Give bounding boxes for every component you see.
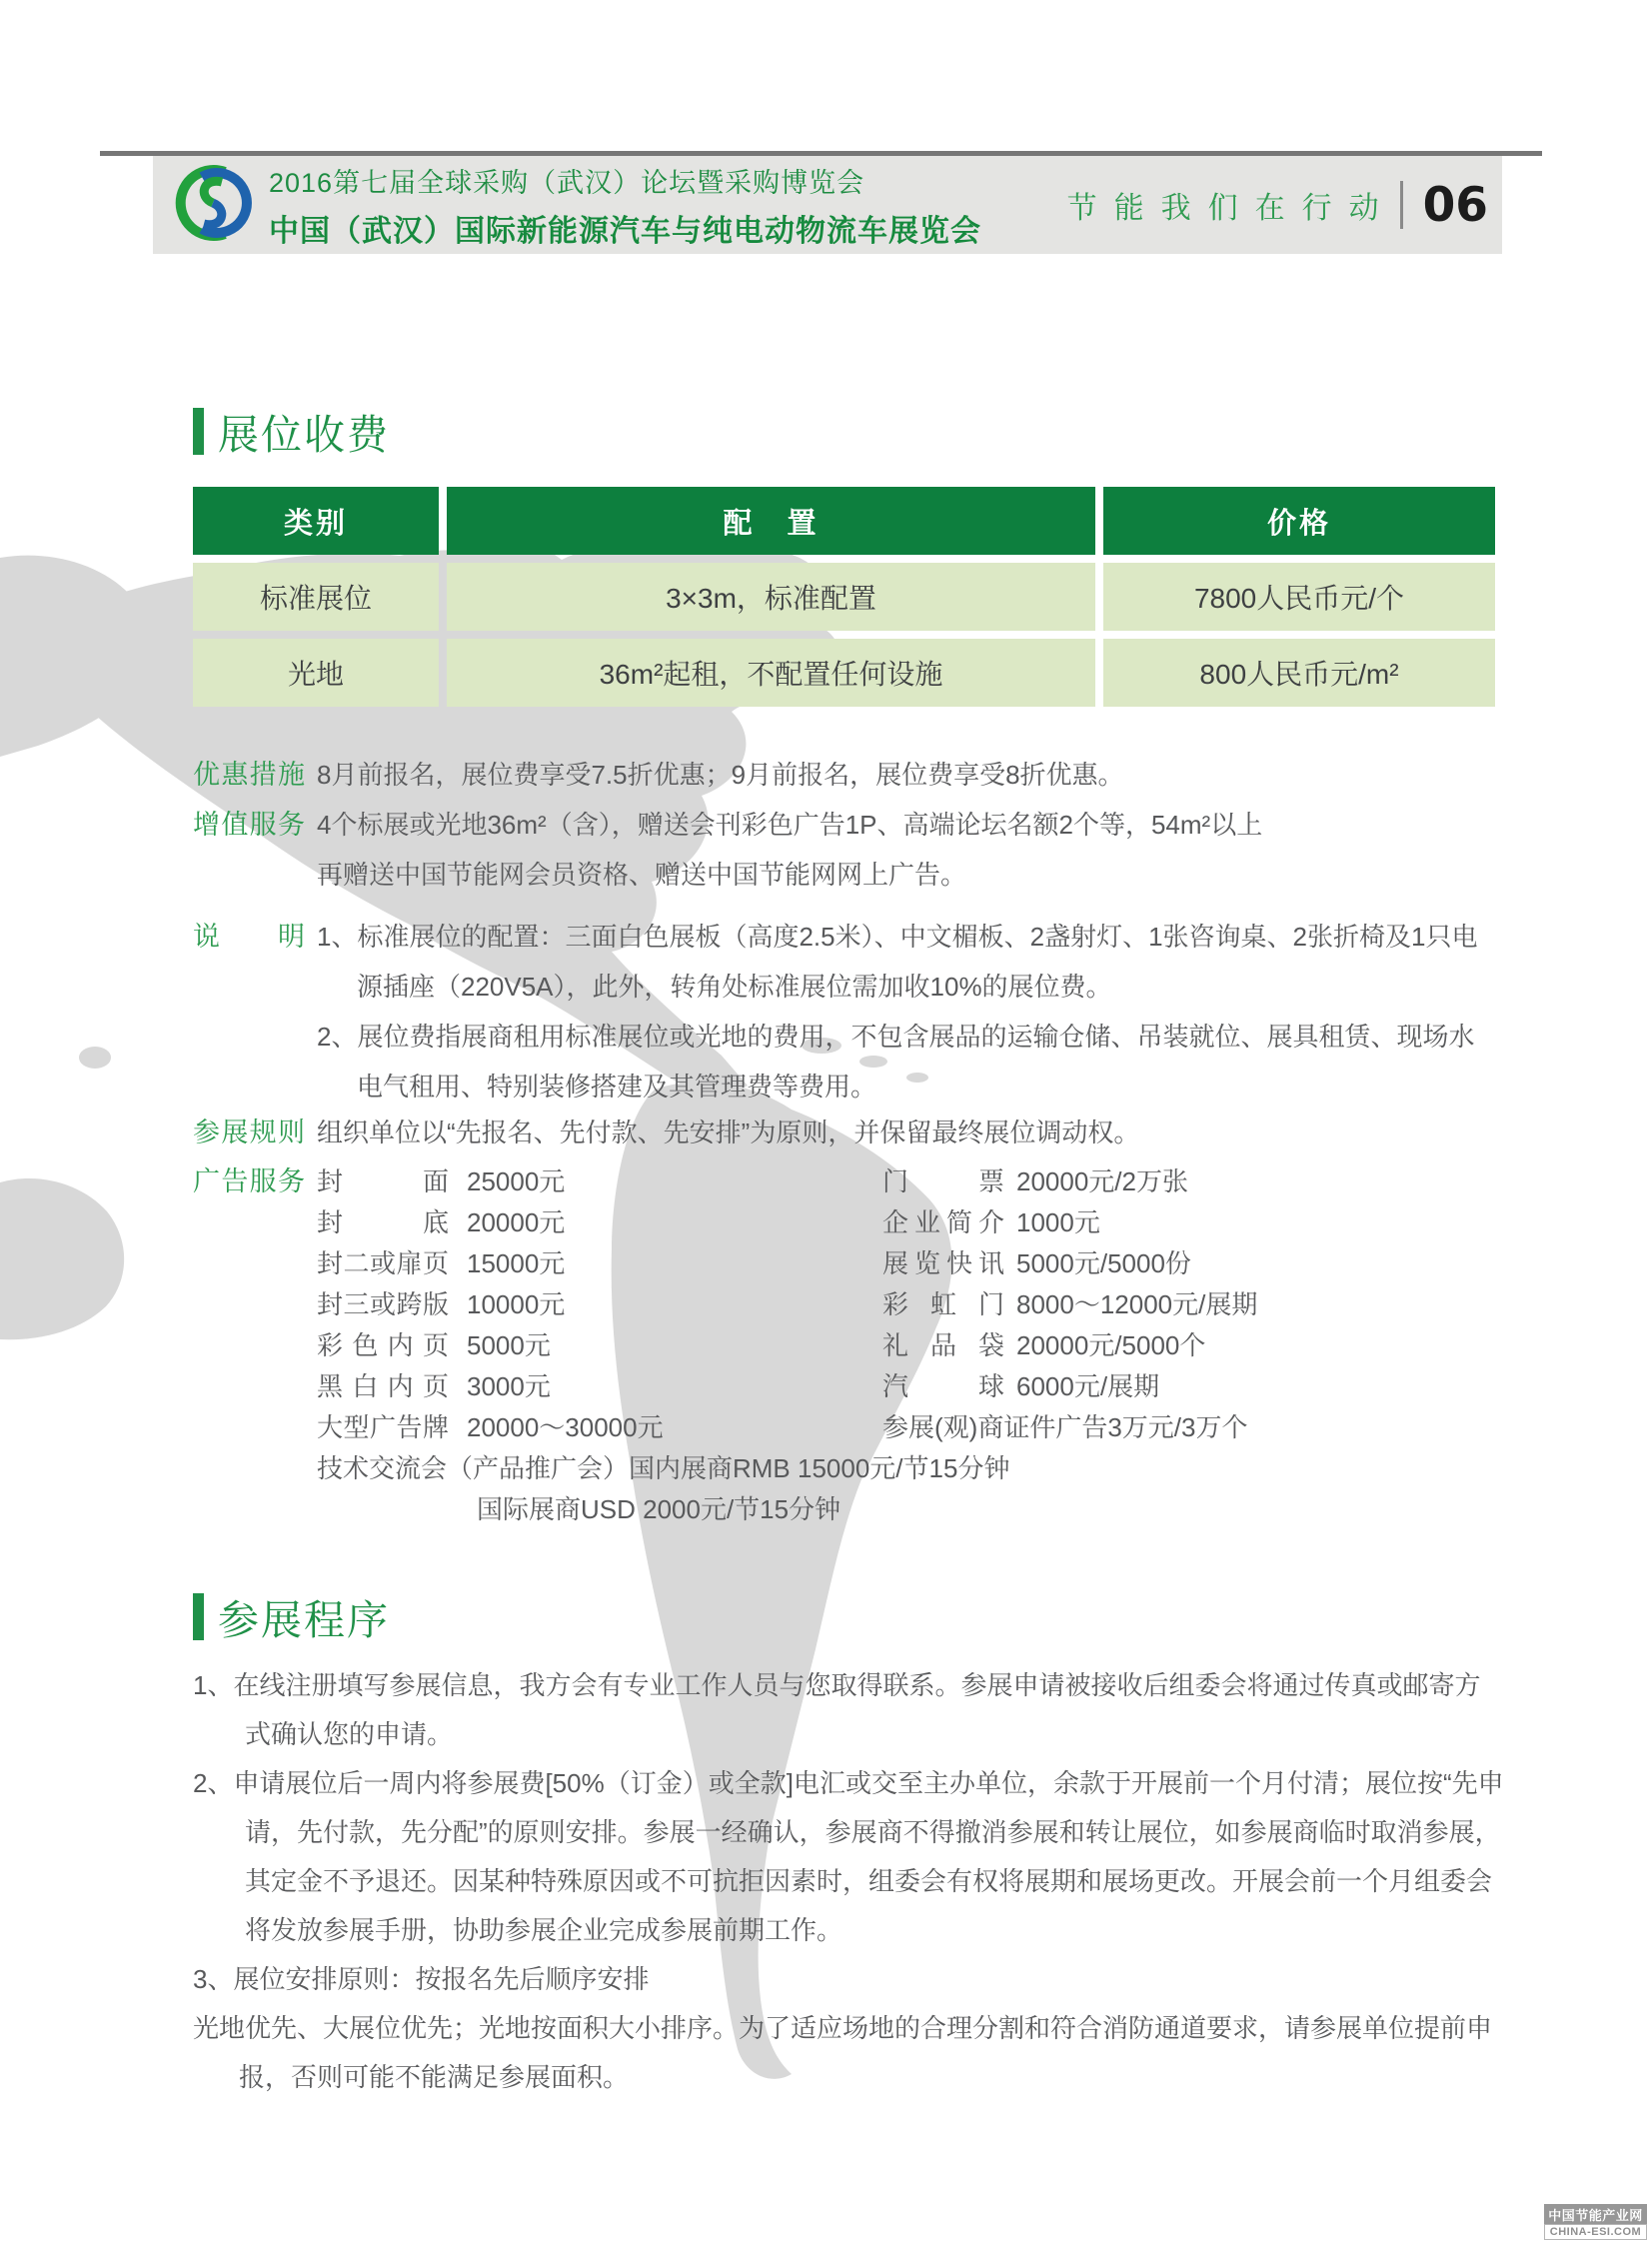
section-booth-fees (193, 402, 390, 461)
ad-row (882, 1284, 1499, 1325)
procedure-item: 1、在线注册填写参展信息，我方会有专业工作人员与您取得联系。参展申请被接收后组委会将通过传真或邮寄方式确认您的申请。 (193, 1670, 1481, 1749)
note-rules (193, 1108, 1499, 1157)
page-number: 06 (1422, 177, 1488, 233)
ad-item-price: 20000～30000元 (467, 1412, 664, 1442)
ad-item-name: 彩虹门 (882, 1289, 1004, 1319)
cell-category: 标准展位 (193, 563, 439, 631)
ad-item-name: 门票 (882, 1166, 1004, 1196)
note-label: 优惠措施 (193, 760, 305, 790)
header-band (153, 156, 1502, 254)
col-header-configuration: 配 置 (447, 487, 1095, 555)
site-watermark (1544, 2204, 1647, 2240)
expo-logo (173, 163, 253, 248)
note-label: 说明 (193, 922, 305, 952)
ad-item-price: 20000元 (467, 1207, 566, 1237)
procedure-item: 2、申请展位后一周内将参展费[50%（订金）或全款]电汇或交至主办单位，余款于开展前一个月付清；展位按“先申请，先付款，先分配”的原则安排。参展一经确认，参展商不得撤消参展和转让展位，如参展商临时取消参展，其定金不予退还。因某种特殊原因或不可抗拒因素时，组委会有权将展期和展场更改。开展会前一个月组委会将发放参展手册，协助参展企业完成参展前期工作。 (193, 1768, 1504, 1945)
ad-item-price: 15000元 (467, 1248, 566, 1278)
note-text: 组织单位以“先报名、先付款、先安排”为原则，并保留最终展位调动权。 (317, 1118, 1140, 1147)
note-label: 参展规则 (193, 1118, 305, 1147)
fee-table (193, 487, 1495, 707)
ad-services (193, 1161, 1499, 1530)
ad-item-name: 彩色内页 (317, 1330, 449, 1360)
ad-content (317, 1161, 1499, 1530)
ad-row (317, 1366, 882, 1407)
section-bar (193, 1593, 204, 1640)
procedure-item: 3、展位安排原则：按报名先后顺序安排 (193, 1964, 650, 1994)
ad-row (317, 1325, 882, 1366)
note-label: 广告服务 (193, 1166, 305, 1196)
ad-line-international: 国际展商USD 2000元/节15分钟 (477, 1494, 841, 1524)
ad-item-full: 参展(观)商证件广告3万元/3万个 (882, 1412, 1248, 1442)
ad-item-name: 封底 (317, 1207, 449, 1237)
ad-item-price: 5000元 (467, 1330, 551, 1360)
ad-item-price: 3000元 (467, 1371, 551, 1401)
header-right (1067, 178, 1488, 233)
procedure-list (193, 1661, 1504, 2102)
ad-row (882, 1407, 1499, 1448)
ad-row (317, 1161, 882, 1202)
ad-item-name: 封二或扉页 (317, 1248, 449, 1278)
ad-item-name: 汽球 (882, 1371, 1004, 1401)
cell-category: 光地 (193, 639, 439, 707)
header-divider (1400, 181, 1403, 229)
ad-item-name: 封面 (317, 1166, 449, 1196)
ad-row (882, 1161, 1499, 1202)
col-header-category: 类别 (193, 487, 439, 555)
ad-item-price: 5000元/5000份 (1016, 1248, 1191, 1278)
ad-row (882, 1325, 1499, 1366)
header-slogan: 节能我们在行动 (1066, 192, 1396, 225)
watermark-cn: 中国节能产业网 (1544, 2204, 1647, 2224)
ad-row (317, 1407, 882, 1448)
note-remarks (193, 912, 1499, 1112)
note-text: 8月前报名，展位费享受7.5折优惠；9月前报名，展位费享受8折优惠。 (317, 760, 1124, 790)
ad-row (882, 1243, 1499, 1284)
event-titles (269, 161, 981, 250)
ad-column-left (317, 1161, 882, 1448)
ad-row (882, 1366, 1499, 1407)
event-title-line1: 2016第七届全球采购（武汉）论坛暨采购博览会 (269, 167, 865, 198)
ad-item-name: 企业简介 (882, 1207, 1004, 1237)
note-text-line: 4个标展或光地36m²（含），赠送会刊彩色广告1P、高端论坛名额2个等，54m²以上 (317, 810, 1263, 840)
ad-item-price: 25000元 (467, 1166, 566, 1196)
note-text (317, 800, 1499, 900)
note-text-line: 再赠送中国节能网会员资格、赠送中国节能网网上广告。 (317, 860, 967, 890)
fee-table-header-row (193, 487, 1495, 555)
ad-row (317, 1243, 882, 1284)
ad-item-price: 8000～12000元/展期 (1016, 1289, 1258, 1319)
section-title: 参展程序 (218, 1597, 390, 1643)
note-value-added (193, 800, 1499, 900)
note-text (317, 912, 1499, 1112)
section-bar (193, 408, 204, 455)
header-top-line (100, 151, 1542, 156)
ad-line-domestic: 技术交流会（产品推广会）国内展商RMB 15000元/节15分钟 (317, 1453, 1010, 1483)
ad-item-price: 10000元 (467, 1289, 566, 1319)
cell-price: 800人民币元/m² (1103, 639, 1495, 707)
ad-item-price: 1000元 (1016, 1207, 1100, 1237)
note-label: 增值服务 (193, 810, 305, 840)
ad-item-name: 大型广告牌 (317, 1412, 449, 1442)
ad-item-price: 20000元/5000个 (1016, 1330, 1206, 1360)
ad-item-name: 展览快讯 (882, 1248, 1004, 1278)
watermark-url: CHINA-ESI.COM (1544, 2224, 1647, 2240)
ad-column-right (882, 1161, 1499, 1448)
col-header-price: 价格 (1103, 487, 1495, 555)
section-title: 展位收费 (218, 412, 390, 458)
event-title-line2: 中国（武汉）国际新能源汽车与纯电动物流车展览会 (269, 214, 981, 248)
cell-configuration: 3×3m，标准配置 (447, 563, 1095, 631)
ad-row (317, 1284, 882, 1325)
ad-item-price: 6000元/展期 (1016, 1371, 1160, 1401)
fee-table-row (193, 563, 1495, 631)
remark-item: 2、展位费指展商租用标准展位或光地的费用，不包含展品的运输仓储、吊装就位、展具租赁、现场水电气租用、特别装修搭建及其管理费等费用。 (317, 1022, 1475, 1102)
ad-columns (317, 1161, 1499, 1448)
cell-configuration: 36m²起租，不配置任何设施 (447, 639, 1095, 707)
note-discount (193, 750, 1499, 800)
cell-price: 7800人民币元/个 (1103, 563, 1495, 631)
expo-logo-icon (173, 163, 253, 243)
ad-item-price: 20000元/2万张 (1016, 1166, 1188, 1196)
procedure-note: 光地优先、大展位优先；光地按面积大小排序。为了适应场地的合理分割和符合消防通道要求，请参展单位提前申报，否则可能不能满足参展面积。 (193, 2013, 1493, 2092)
ad-row (317, 1202, 882, 1243)
section-procedure (193, 1587, 390, 1646)
ad-item-name: 礼品袋 (882, 1330, 1004, 1360)
ad-item-name: 封三或跨版 (317, 1289, 449, 1319)
remark-item: 1、标准展位的配置：三面白色展板（高度2.5米）、中文楣板、2盏射灯、1张咨询桌、2张折椅及1只电源插座（220V5A），此外，转角处标准展位需加收10%的展位费。 (317, 922, 1478, 1002)
ad-row (882, 1202, 1499, 1243)
fee-table-row (193, 639, 1495, 707)
ad-item-name: 黑白内页 (317, 1371, 449, 1401)
